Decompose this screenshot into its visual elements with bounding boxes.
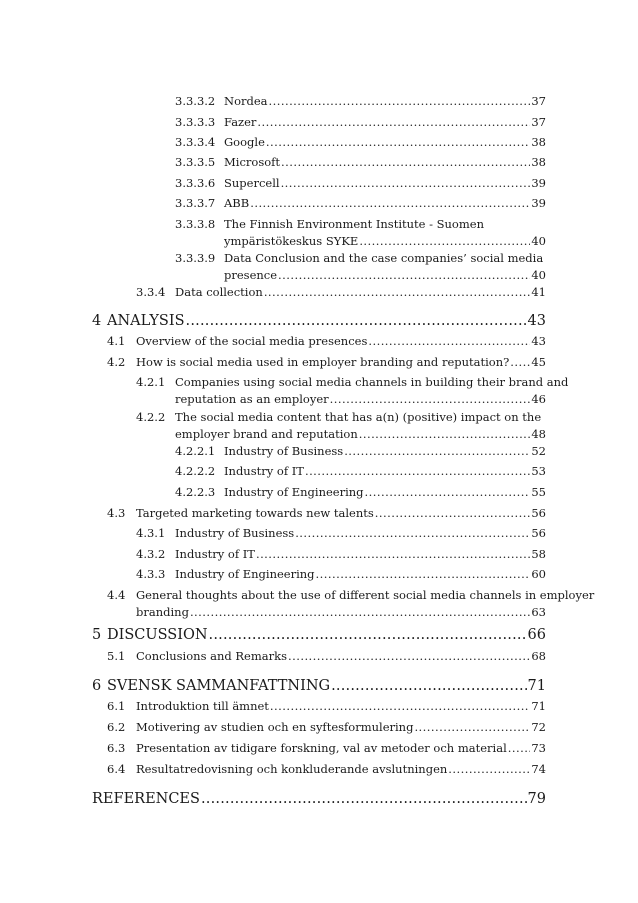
toc-entry-page: 37 bbox=[531, 115, 546, 129]
toc-entry-page: 71 bbox=[527, 678, 546, 694]
toc-entry-number: 3.3.3.7 bbox=[175, 196, 216, 210]
toc-entry-number: 3.3.4 bbox=[136, 285, 166, 299]
leader-dots bbox=[316, 566, 531, 583]
leader-dots bbox=[295, 525, 530, 542]
leader-dots bbox=[201, 789, 527, 809]
leader-dots bbox=[375, 505, 531, 522]
toc-entry-number: 4.2.2.1 bbox=[175, 444, 216, 458]
toc-entry-page: 38 bbox=[531, 155, 546, 169]
leader-dots bbox=[359, 426, 531, 443]
toc-entry-page: 56 bbox=[531, 506, 546, 520]
leader-dots bbox=[270, 698, 530, 715]
toc-entry-title: The Finnish Environment Institute - Suomen bbox=[224, 217, 484, 231]
toc-entry-number: 4.3.3 bbox=[136, 567, 166, 581]
toc-entry-title: Motivering av studien och en syftesformulering bbox=[136, 720, 414, 734]
leader-dots bbox=[331, 676, 526, 696]
leader-dots bbox=[257, 114, 530, 131]
toc-entry-number: 5 bbox=[92, 627, 102, 643]
leader-dots bbox=[365, 484, 531, 501]
toc-entry-number: 6.4 bbox=[107, 762, 126, 776]
leader-dots bbox=[250, 195, 530, 212]
toc-entry-page: 40 bbox=[531, 234, 546, 248]
toc-entry-title: Industry of Business bbox=[175, 526, 295, 540]
toc-entry-number: 3.3.3.8 bbox=[175, 217, 216, 231]
leader-dots bbox=[359, 233, 530, 250]
toc-entry-title: Targeted marketing towards new talents bbox=[136, 506, 374, 520]
toc-entry-title: REFERENCES bbox=[92, 791, 200, 807]
toc-entry-page: 43 bbox=[531, 334, 546, 348]
toc-entry-title: Supercell bbox=[224, 176, 280, 190]
leader-dots bbox=[186, 311, 527, 331]
toc-entry-title: ABB bbox=[224, 196, 250, 210]
leader-dots bbox=[448, 761, 530, 778]
toc-entry-title: General thoughts about the use of different social media channels in employer bbox=[136, 588, 595, 602]
toc-entry-title: Industry of Engineering bbox=[224, 485, 364, 499]
toc-entry-page: 66 bbox=[527, 627, 546, 643]
toc-entry-number: 6 bbox=[92, 678, 102, 694]
leader-dots bbox=[269, 93, 531, 110]
toc-entry-number: 4.3.2 bbox=[136, 547, 166, 561]
toc-entry-title: Industry of Business bbox=[224, 444, 344, 458]
toc-entry-title: Data Conclusion and the case companies’ social media bbox=[224, 251, 544, 265]
toc-entry-page: 53 bbox=[531, 464, 546, 478]
toc-entry-title: Fazer bbox=[224, 115, 257, 129]
toc-entry-title: Google bbox=[224, 135, 265, 149]
toc-entry-number: 4.3 bbox=[107, 506, 126, 520]
toc-entry-title: presence bbox=[224, 268, 278, 282]
toc-entry-title: SVENSK SAMMANFATTNING bbox=[107, 678, 331, 694]
toc-entry-number: 3.3.3.2 bbox=[175, 94, 216, 108]
leader-dots bbox=[190, 604, 530, 621]
toc-entry-title: Nordea bbox=[224, 94, 268, 108]
leader-dots bbox=[281, 175, 531, 192]
toc-entry-number: 3.3.3.3 bbox=[175, 115, 216, 129]
toc-entry-number: 3.3.3.9 bbox=[175, 251, 216, 265]
leader-dots bbox=[510, 354, 530, 371]
leader-dots bbox=[266, 134, 530, 151]
leader-dots bbox=[209, 625, 527, 645]
toc-entry-number: 4.2.2.3 bbox=[175, 485, 216, 499]
toc-entry-number: 6.2 bbox=[107, 720, 126, 734]
toc-entry-page: 39 bbox=[531, 176, 546, 190]
toc-entry-page: 48 bbox=[531, 427, 546, 441]
toc-entry-title: branding bbox=[136, 605, 189, 619]
leader-dots bbox=[278, 267, 530, 284]
toc-entry-title: employer brand and reputation bbox=[175, 427, 358, 441]
toc-entry-title: Industry of IT bbox=[224, 464, 304, 478]
toc-entry-page: 45 bbox=[531, 355, 546, 369]
toc-entry-number: 4.2.2 bbox=[136, 410, 166, 424]
toc-entry-number: 6.1 bbox=[107, 699, 126, 713]
leader-dots bbox=[330, 391, 531, 408]
toc-entry-number: 3.3.3.5 bbox=[175, 155, 216, 169]
toc-entry-title: DISCUSSION bbox=[107, 627, 208, 643]
toc-entry-number: 4.2.2.2 bbox=[175, 464, 216, 478]
toc-entry-page: 41 bbox=[531, 285, 546, 299]
toc-entry-page: 72 bbox=[531, 720, 546, 734]
toc-entry-title: Industry of IT bbox=[175, 547, 255, 561]
toc-entry-number: 4.4 bbox=[107, 588, 126, 602]
toc-entry-title: How is social media used in employer branding and reputation? bbox=[136, 355, 510, 369]
toc-entry-number: 5.1 bbox=[107, 649, 126, 663]
toc-entry-number: 4.1 bbox=[107, 334, 126, 348]
toc-entry-page: 37 bbox=[531, 94, 546, 108]
toc-entry-title: ANALYSIS bbox=[107, 313, 185, 329]
toc-entry-page: 74 bbox=[531, 762, 546, 776]
toc-entry-page: 58 bbox=[531, 547, 546, 561]
toc-entry-number: 3.3.3.6 bbox=[175, 176, 216, 190]
toc-entry-title: Industry of Engineering bbox=[175, 567, 315, 581]
leader-dots bbox=[256, 546, 530, 563]
toc-entry-title: Data collection bbox=[175, 285, 263, 299]
toc-entry-page: 39 bbox=[531, 196, 546, 210]
toc-entry-page: 46 bbox=[531, 392, 546, 406]
leader-dots bbox=[264, 284, 531, 301]
leader-dots bbox=[305, 463, 530, 480]
toc-entry-title: Microsoft bbox=[224, 155, 281, 169]
toc-entry-number: 4.2.1 bbox=[136, 375, 166, 389]
toc-entry-title: Resultatredovisning och konkluderande avslutningen bbox=[136, 762, 448, 776]
toc-entry-page: 40 bbox=[531, 268, 546, 282]
toc-entry-title: Conclusions and Remarks bbox=[136, 649, 287, 663]
toc-entry-title: Overview of the social media presences bbox=[136, 334, 368, 348]
toc-entry-number: 4 bbox=[92, 313, 102, 329]
toc-entry-page: 68 bbox=[531, 649, 546, 663]
toc-entry-page: 71 bbox=[531, 699, 546, 713]
toc-entry-number: 6.3 bbox=[107, 741, 126, 755]
leader-dots bbox=[281, 154, 530, 171]
toc-entry-page: 56 bbox=[531, 526, 546, 540]
toc-entry-number: 4.2 bbox=[107, 355, 126, 369]
toc-entry-title: ympäristökeskus SYKE bbox=[224, 234, 359, 248]
toc-entry-title: Introduktion till ämnet bbox=[136, 699, 269, 713]
toc-entry-title: Companies using social media channels in building their brand and bbox=[175, 375, 569, 389]
leader-dots bbox=[344, 443, 530, 460]
toc-entry-number: 4.3.1 bbox=[136, 526, 166, 540]
toc-entry-page: 38 bbox=[531, 135, 546, 149]
toc-entry-page: 52 bbox=[531, 444, 546, 458]
toc-entry-page: 79 bbox=[527, 791, 546, 807]
toc-entry-page: 63 bbox=[531, 605, 546, 619]
leader-dots bbox=[508, 740, 531, 757]
toc-entry-number: 3.3.3.4 bbox=[175, 135, 216, 149]
toc-entry-page: 60 bbox=[531, 567, 546, 581]
toc-entry-page: 55 bbox=[531, 485, 546, 499]
leader-dots bbox=[414, 719, 530, 736]
toc-entry-page: 73 bbox=[531, 741, 546, 755]
toc-entry-title: Presentation av tidigare forskning, val av metoder och material bbox=[136, 741, 507, 755]
leader-dots bbox=[288, 648, 530, 665]
toc-entry-title: The social media content that has a(n) (positive) impact on the bbox=[175, 410, 542, 424]
toc-entry-page: 43 bbox=[527, 313, 546, 329]
leader-dots bbox=[368, 333, 530, 350]
toc-entry-title: reputation as an employer bbox=[175, 392, 329, 406]
